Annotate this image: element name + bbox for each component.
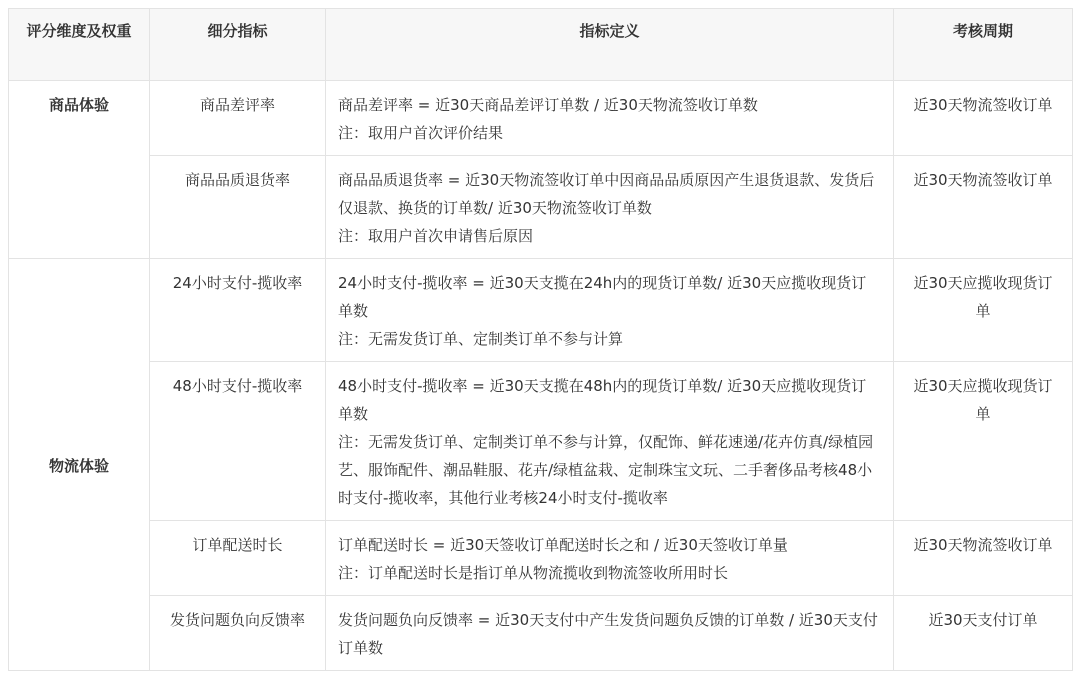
header-dimension: 评分维度及权重 (9, 9, 150, 81)
period-cell: 近30天应揽收现货订单 (894, 362, 1073, 521)
period-cell: 近30天支付订单 (894, 596, 1073, 671)
table-row (9, 521, 1073, 596)
sub-metric-cell: 24小时支付-揽收率 (150, 259, 326, 362)
definition-cell (326, 156, 894, 259)
sub-metric-cell: 发货问题负向反馈率 (150, 596, 326, 671)
definition-note: 注：取用户首次评价结果 (338, 124, 504, 142)
header-row (9, 9, 1073, 81)
dimension-product-experience: 商品体验 (9, 81, 150, 259)
definition-note: 注：取用户首次申请售后原因 (338, 227, 534, 245)
definition-note: 注：无需发货订单、定制类订单不参与计算，仅配饰、鲜花速递/花卉仿真/绿植园艺、服饰配件、潮品鞋服、花卉/绿植盆栽、定制珠宝文玩、二手奢侈品考核48小时支付-揽收率，其他行业考核24小时支付-揽收率 (338, 433, 874, 507)
header-definition: 指标定义 (326, 9, 894, 81)
definition-formula: 商品差评率 = 近30天商品差评订单数 / 近30天物流签收订单数 (338, 96, 758, 114)
period-cell: 近30天应揽收现货订单 (894, 259, 1073, 362)
dimension-logistics-experience: 物流体验 (9, 259, 150, 671)
table-row (9, 596, 1073, 671)
definition-formula: 48小时支付-揽收率 = 近30天支揽在48h内的现货订单数/ 近30天应揽收现货订单数 (338, 377, 867, 423)
sub-metric-cell: 商品差评率 (150, 81, 326, 156)
definition-formula: 商品品质退货率 = 近30天物流签收订单中因商品品质原因产生退货退款、发货后仅退款、换货的订单数/ 近30天物流签收订单数 (338, 171, 875, 217)
sub-metric-cell: 订单配送时长 (150, 521, 326, 596)
period-cell: 近30天物流签收订单 (894, 521, 1073, 596)
definition-cell (326, 259, 894, 362)
definition-note: 注：订单配送时长是指订单从物流揽收到物流签收所用时长 (338, 564, 729, 582)
sub-metric-cell: 48小时支付-揽收率 (150, 362, 326, 521)
table-row (9, 259, 1073, 362)
table-row (9, 156, 1073, 259)
period-cell: 近30天物流签收订单 (894, 156, 1073, 259)
sub-metric-cell: 商品品质退货率 (150, 156, 326, 259)
table-row (9, 81, 1073, 156)
header-sub-metric: 细分指标 (150, 9, 326, 81)
table-row (9, 362, 1073, 521)
header-period: 考核周期 (894, 9, 1073, 81)
definition-note: 注：无需发货订单、定制类订单不参与计算 (338, 330, 624, 348)
definition-cell (326, 596, 894, 671)
definition-cell (326, 362, 894, 521)
period-cell: 近30天物流签收订单 (894, 81, 1073, 156)
definition-formula: 订单配送时长 = 近30天签收订单配送时长之和 / 近30天签收订单量 (338, 536, 788, 554)
definition-formula: 24小时支付-揽收率 = 近30天支揽在24h内的现货订单数/ 近30天应揽收现货订单数 (338, 274, 867, 320)
definition-cell (326, 81, 894, 156)
definition-cell (326, 521, 894, 596)
definition-formula: 发货问题负向反馈率 = 近30天支付中产生发货问题负反馈的订单数 / 近30天支付订单数 (338, 611, 878, 657)
metrics-table (8, 8, 1073, 671)
